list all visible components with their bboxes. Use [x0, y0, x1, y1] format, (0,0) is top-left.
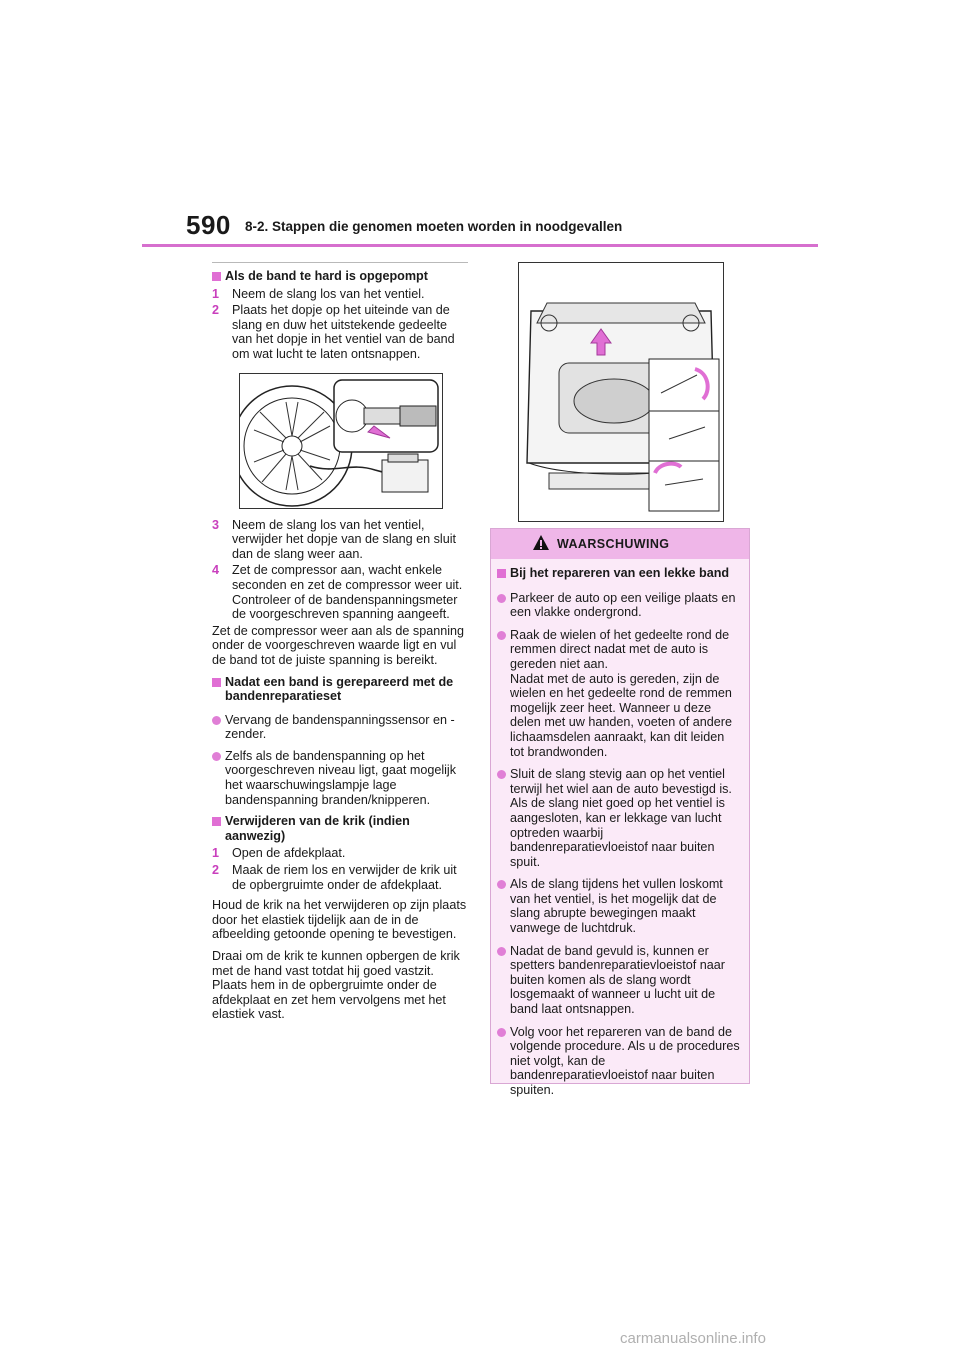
tire-valve-illustration [239, 373, 443, 509]
watermark-text: carmanualsonline.info [620, 1330, 766, 1347]
bullet-item: Vervang de bandenspanningssensor en -zender. [212, 713, 468, 742]
square-bullet-icon [212, 678, 221, 687]
warning-body [491, 559, 749, 1098]
warning-bullet: Parkeer de auto op een veilige plaats en een vlakke ondergrond. [497, 591, 741, 620]
circle-bullet-icon [497, 631, 506, 640]
warning-bullet: Raak de wielen of het gedeelte rond de remmen direct nadat met de auto is gereden niet aan. Nadat met de auto is gereden, zijn de wielen en het gedeelte rond de remmen mogelijk zeer heet. Wanneer u deze delen met uw handen, voeten of andere lichaamsdelen aanraakt, kan dit leiden tot brandwonden. [497, 628, 741, 759]
left-column [212, 262, 468, 1029]
step-number: 2 [212, 863, 220, 878]
step-item [212, 518, 468, 562]
warning-bullet: Sluit de slang stevig aan op het ventiel terwijl het wiel aan de auto bevestigd is. Als de slang niet goed op het ventiel is aangesloten, kan er lekkage van lucht optreden waarbij bandenreparatievloeistof naar buiten spuit. [497, 767, 741, 869]
step-item [212, 287, 468, 302]
step-text: Maak de riem los en verwijder de krik uit de opbergruimte onder de afdekplaat. [232, 863, 457, 892]
warning-box [490, 528, 750, 1097]
step-number: 2 [212, 303, 220, 318]
circle-bullet-icon [212, 716, 221, 725]
section-rule [212, 262, 468, 263]
section-heading-overinflated: Als de band te hard is opgepompt [212, 269, 468, 284]
step-number: 4 [212, 563, 220, 578]
circle-bullet-icon [497, 1028, 506, 1037]
section-heading-after-repair: Nadat een band is gerepareerd met de bandenreparatieset [212, 675, 468, 704]
warning-bullet: Volg voor het repareren van de band de volgende procedure. Als u de procedures niet volgt, kan de bandenreparatievloeistof naar buiten spuiten. [497, 1025, 741, 1098]
bullet-item: Zelfs als de bandenspanning op het voorgeschreven niveau ligt, gaat mogelijk het waarschuwingslampje lage bandenspanning branden/knipperen. [212, 749, 468, 807]
step-text: Open de afdekplaat. [232, 846, 346, 861]
warning-title: WAARSCHUWING [557, 537, 670, 551]
step-item [212, 863, 468, 892]
paragraph: Houd de krik na het verwijderen op zijn plaats door het elastiek tijdelijk aan de in de afbeelding getoonde opening te bevestigen. [212, 898, 467, 942]
circle-bullet-icon [212, 752, 221, 761]
warning-triangle-icon [532, 534, 550, 552]
step-item [212, 303, 468, 361]
chapter-title: 8-2. Stappen die genomen moeten worden in noodgevallen [245, 219, 623, 234]
warning-header [491, 529, 749, 559]
paragraph: Draai om de krik te kunnen opbergen de krik met de hand vast totdat hij goed vastzit. Plaats hem in de opbergruimte onder de afdekplaat en zet hem vervolgens met het elastiek vast. [212, 949, 460, 1022]
circle-bullet-icon [497, 770, 506, 779]
page-header [0, 0, 960, 250]
step-item [212, 846, 468, 861]
wheel-and-compressor-icon [240, 374, 442, 508]
cargo-area-illustration [518, 262, 724, 522]
step-item [212, 563, 468, 621]
step-number: 1 [212, 846, 220, 861]
step-number: 1 [212, 286, 220, 301]
step-text: Neem de slang los van het ventiel. [232, 286, 425, 301]
paragraph: Zet de compressor weer aan als de spanning onder de voorgeschreven waarde ligt en vul de band tot de juiste spanning is bereikt. [212, 623, 465, 667]
step-text: Zet de compressor aan, wacht enkele seconden en zet de compressor weer uit. Controleer of de bandenspanningsmeter de voorgeschreven spanning aangeeft. [232, 563, 463, 622]
square-bullet-icon [212, 817, 221, 826]
step-text: Neem de slang los van het ventiel, verwijder het dopje van de slang en sluit dan de slang weer aan. [232, 517, 457, 561]
circle-bullet-icon [497, 880, 506, 889]
square-bullet-icon [497, 569, 506, 578]
step-text: Plaats het dopje op het uiteinde van de slang en duw het uitstekende gedeelte van het dopje in het ventiel van de band om wat lucht te laten ontsnappen. [232, 303, 455, 361]
warning-bullet: Nadat de band gevuld is, kunnen er spetters bandenreparatievloeistof naar buiten komen als de slang wordt losgemaakt of wanneer u lucht uit de band laat ontsnappen. [497, 944, 741, 1017]
header-rule [142, 244, 818, 247]
page-number: 590 [186, 210, 231, 240]
circle-bullet-icon [497, 947, 506, 956]
circle-bullet-icon [497, 594, 506, 603]
square-bullet-icon [212, 272, 221, 281]
warning-heading: Bij het repareren van een lekke band [497, 566, 741, 581]
step-number: 3 [212, 517, 220, 532]
warning-bullet: Als de slang tijdens het vullen loskomt van het ventiel, is het mogelijk dat de slang abrupte bewegingen maakt vanwege de luchtdruk. [497, 877, 741, 935]
cargo-area-jack-icon [519, 263, 723, 521]
section-heading-jack-removal: Verwijderen van de krik (indien aanwezig) [212, 814, 468, 843]
